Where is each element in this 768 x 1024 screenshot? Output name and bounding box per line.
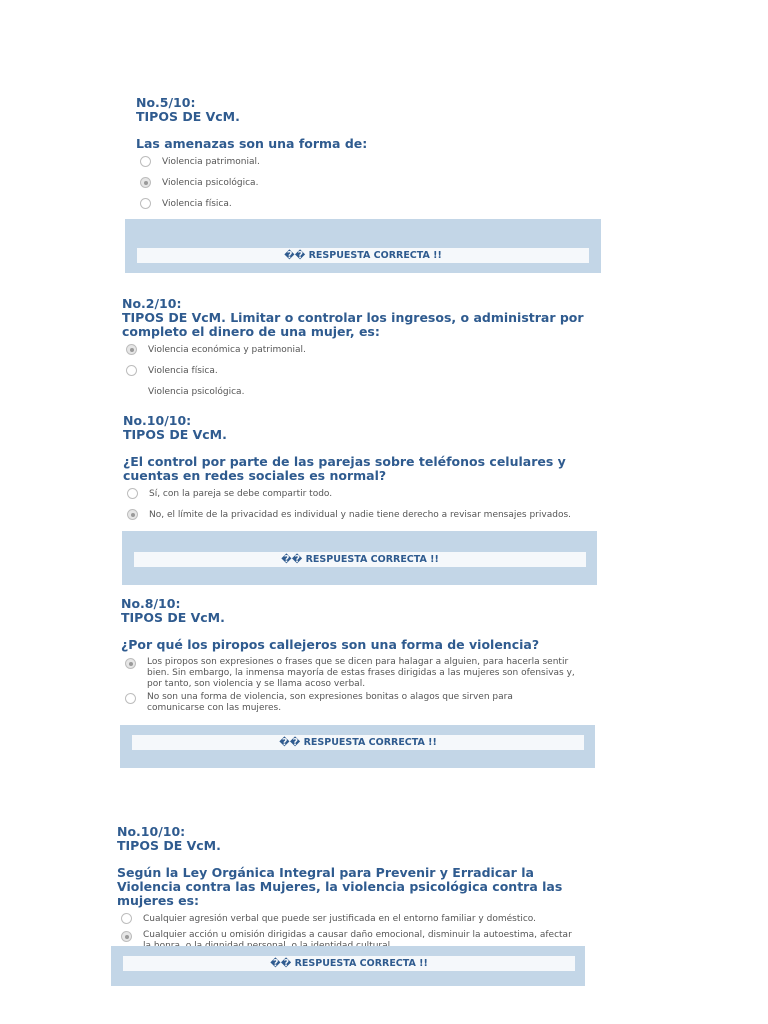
question-number: No.10/10: (117, 824, 186, 839)
option-label: Violencia económica y patrimonial. (148, 345, 306, 355)
question-number: No.10/10: (123, 413, 192, 428)
option-label: No, el límite de la privacidad es individual y nadie tiene derecho a revisar mensajes privados. (149, 510, 571, 520)
feedback-box (120, 725, 595, 768)
question-topic: TIPOS DE VcM. (136, 109, 240, 124)
option-label: No son una forma de violencia, son expresiones bonitas o alagos que sirven para comunicarse con las mujeres. (147, 692, 513, 713)
question-block (117, 825, 592, 952)
answer-option[interactable] (121, 692, 596, 714)
radio-button[interactable] (125, 693, 136, 704)
radio-button-selected[interactable] (127, 509, 138, 520)
answer-option[interactable] (123, 489, 603, 500)
question-topic: TIPOS DE VcM. (123, 427, 227, 442)
answer-option[interactable] (117, 914, 592, 925)
radio-button-selected[interactable] (126, 344, 137, 355)
option-label: Cualquier acción u omisión dirigidas a causar daño emocional, disminuir la autoestima, afectar (143, 930, 572, 940)
question-text: Las amenazas son una forma de: (136, 136, 368, 151)
feedback-message: �� RESPUESTA CORRECTA !! (132, 735, 584, 750)
radio-button[interactable] (121, 913, 132, 924)
radio-button-selected[interactable] (121, 931, 132, 942)
radio-button[interactable] (126, 365, 137, 376)
question-block (122, 297, 592, 398)
answer-option[interactable] (136, 157, 596, 168)
answer-option[interactable] (121, 657, 596, 690)
question-topic: TIPOS DE VcM. (117, 838, 221, 853)
answer-option[interactable] (122, 387, 592, 398)
answer-option[interactable] (122, 345, 592, 356)
option-label: Violencia patrimonial. (162, 157, 260, 167)
question-block (121, 597, 596, 714)
question-text: ¿Por qué los piropos callejeros son una forma de violencia? (121, 637, 540, 652)
radio-button[interactable] (127, 488, 138, 499)
feedback-box (125, 219, 601, 273)
question-topic: TIPOS DE VcM. Limitar o controlar los ingresos, o administrar por completo el dinero de una mujer, es: (122, 310, 584, 339)
question-block (136, 96, 596, 210)
option-label: Los piropos son expresiones o frases que se dicen para halagar a alguien, para hacerla sentir bien. Sin embargo, la inmensa mayoría de estas frases dirigidas a las mujeres son ofensivas y, por tanto, son violencia y se llama acoso verbal. (147, 657, 575, 689)
feedback-box (122, 531, 597, 585)
radio-button[interactable] (140, 156, 151, 167)
question-topic: TIPOS DE VcM. (121, 610, 225, 625)
option-label: Violencia física. (148, 366, 218, 376)
question-text: Según la Ley Orgánica Integral para Prevenir y Erradicar la Violencia contra las Mujeres, la violencia psicológica contra las mujeres es: (117, 865, 563, 908)
feedback-box (111, 946, 585, 986)
question-number: No.8/10: (121, 596, 181, 611)
radio-button[interactable] (140, 198, 151, 209)
feedback-message: �� RESPUESTA CORRECTA !! (137, 248, 589, 263)
option-label: Violencia física. (162, 199, 232, 209)
question-number: No.2/10: (122, 296, 182, 311)
option-label: Sí, con la pareja se debe compartir todo. (149, 489, 333, 499)
radio-button-selected[interactable] (140, 177, 151, 188)
feedback-message: �� RESPUESTA CORRECTA !! (123, 956, 575, 971)
option-label: Violencia psicológica. (148, 387, 245, 397)
answer-option[interactable] (123, 510, 603, 521)
option-label: Cualquier agresión verbal que puede ser justificada en el entorno familiar y doméstico. (143, 914, 537, 924)
feedback-message: �� RESPUESTA CORRECTA !! (134, 552, 586, 567)
option-label: Violencia psicológica. (162, 178, 259, 188)
answer-option[interactable] (122, 366, 592, 377)
answer-option[interactable] (136, 178, 596, 189)
question-number: No.5/10: (136, 95, 196, 110)
answer-option[interactable] (136, 199, 596, 210)
question-text: ¿El control por parte de las parejas sobre teléfonos celulares y cuentas en redes sociales es normal? (123, 454, 566, 483)
radio-button-selected[interactable] (125, 658, 136, 669)
question-block (123, 414, 603, 521)
